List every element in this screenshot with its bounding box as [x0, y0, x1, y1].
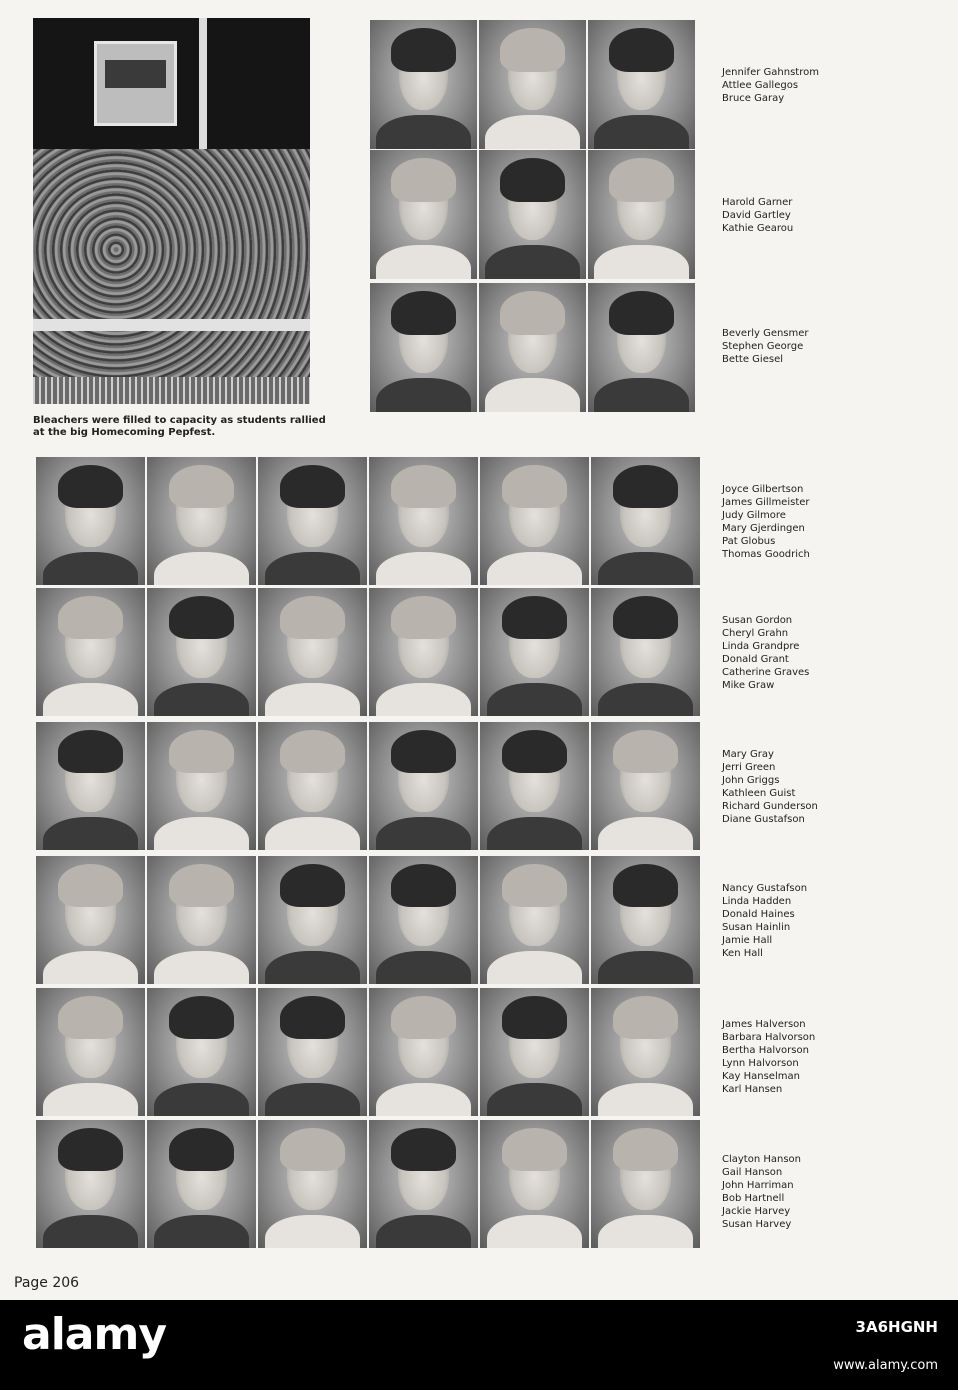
portrait-hair — [58, 1128, 123, 1172]
portrait-shoulders — [154, 683, 250, 716]
student-portrait — [480, 457, 589, 585]
student-portrait — [36, 856, 145, 984]
press-box-window — [105, 60, 167, 88]
student-portrait — [258, 588, 367, 716]
portrait-shoulders — [154, 951, 250, 984]
light-pole — [199, 18, 207, 149]
portrait-shoulders — [154, 1215, 250, 1248]
portrait-hair — [502, 730, 567, 774]
student-name: Kathleen Guist — [722, 788, 796, 799]
portrait-hair — [391, 1128, 456, 1172]
student-portrait — [147, 722, 256, 850]
student-name: Bob Hartnell — [722, 1193, 785, 1204]
student-portrait — [369, 457, 478, 585]
student-name: Stephen George — [722, 341, 804, 352]
portrait-hair — [502, 996, 567, 1040]
portrait-hair — [391, 596, 456, 640]
student-name: Karl Hansen — [722, 1084, 783, 1095]
portrait-hair — [58, 864, 123, 908]
homecoming-crowd-photo — [33, 18, 310, 404]
student-name: Nancy Gustafson — [722, 883, 808, 894]
name-list — [722, 66, 872, 105]
portrait-hair — [58, 730, 123, 774]
student-portrait — [258, 1120, 367, 1248]
student-portrait — [36, 1120, 145, 1248]
portrait-hair — [169, 465, 234, 509]
portrait-shoulders — [376, 245, 470, 279]
student-portrait — [479, 150, 586, 279]
portrait-shoulders — [594, 378, 688, 412]
student-portrait — [480, 588, 589, 716]
student-portrait — [479, 283, 586, 412]
student-name: Judy Gilmore — [722, 510, 786, 521]
portrait-hair — [169, 1128, 234, 1172]
caption-line-2: at the big Homecoming Pepfest. — [33, 427, 216, 438]
student-name: Barbara Halvorson — [722, 1032, 816, 1043]
portrait-shoulders — [376, 683, 472, 716]
portrait-shoulders — [43, 683, 139, 716]
image-id: 3A6HGNH — [855, 1318, 938, 1336]
portrait-shoulders — [43, 552, 139, 585]
student-portrait — [36, 457, 145, 585]
student-name: Bruce Garay — [722, 93, 785, 104]
portrait-shoulders — [376, 115, 470, 149]
portrait-shoulders — [154, 552, 250, 585]
student-name: Thomas Goodrich — [722, 549, 810, 560]
student-name: Donald Haines — [722, 909, 795, 920]
portrait-hair — [169, 996, 234, 1040]
student-portrait — [147, 856, 256, 984]
student-portrait — [591, 722, 700, 850]
student-name: John Harriman — [722, 1180, 794, 1191]
name-list — [722, 882, 872, 960]
portrait-hair — [500, 291, 564, 335]
student-name: Cheryl Grahn — [722, 628, 789, 639]
portrait-shoulders — [43, 1215, 139, 1248]
student-name: Gail Hanson — [722, 1167, 783, 1178]
portrait-hair — [502, 465, 567, 509]
portrait-hair — [502, 864, 567, 908]
student-portrait — [147, 588, 256, 716]
student-name: Jennifer Gahnstrom — [722, 67, 819, 78]
portrait-hair — [613, 864, 678, 908]
portrait-hair — [280, 730, 345, 774]
student-portrait — [147, 1120, 256, 1248]
student-portrait — [591, 457, 700, 585]
student-name: David Gartley — [722, 210, 791, 221]
portrait-hair — [502, 1128, 567, 1172]
student-name: John Griggs — [722, 775, 780, 786]
portrait-hair — [500, 28, 564, 72]
portrait-hair — [613, 996, 678, 1040]
student-name: Linda Grandpre — [722, 641, 800, 652]
student-portrait — [369, 988, 478, 1116]
portrait-shoulders — [376, 552, 472, 585]
portrait-hair — [58, 996, 123, 1040]
portrait-hair — [169, 864, 234, 908]
student-portrait — [591, 588, 700, 716]
portrait-hair — [391, 996, 456, 1040]
watermark-url: www.alamy.com — [833, 1358, 938, 1373]
student-name: Bette Giesel — [722, 354, 784, 365]
portrait-shoulders — [487, 1083, 583, 1116]
portrait-shoulders — [598, 683, 694, 716]
student-name: Mike Graw — [722, 680, 775, 691]
portrait-shoulders — [43, 1083, 139, 1116]
student-portrait — [258, 722, 367, 850]
student-portrait — [369, 856, 478, 984]
portrait-shoulders — [376, 817, 472, 850]
student-portrait — [369, 722, 478, 850]
student-portrait — [147, 457, 256, 585]
student-name: Mary Gjerdingen — [722, 523, 805, 534]
portrait-shoulders — [487, 683, 583, 716]
name-list — [722, 1018, 872, 1096]
portrait-hair — [58, 596, 123, 640]
student-name: Pat Globus — [722, 536, 776, 547]
student-portrait — [588, 20, 695, 149]
portrait-shoulders — [485, 378, 579, 412]
portrait-shoulders — [487, 951, 583, 984]
student-portrait — [36, 988, 145, 1116]
portrait-hair — [58, 465, 123, 509]
name-list — [722, 483, 872, 561]
student-portrait — [370, 150, 477, 279]
portrait-shoulders — [487, 552, 583, 585]
portrait-shoulders — [265, 1083, 361, 1116]
student-name: Clayton Hanson — [722, 1154, 802, 1165]
student-portrait — [258, 988, 367, 1116]
portrait-shoulders — [598, 1083, 694, 1116]
portrait-hair — [609, 291, 673, 335]
portrait-shoulders — [265, 1215, 361, 1248]
portrait-hair — [391, 291, 455, 335]
student-name: Susan Harvey — [722, 1219, 792, 1230]
portrait-shoulders — [598, 552, 694, 585]
student-name: James Halverson — [722, 1019, 806, 1030]
student-portrait — [479, 20, 586, 149]
portrait-shoulders — [265, 817, 361, 850]
student-portrait — [480, 1120, 589, 1248]
student-name: Kay Hanselman — [722, 1071, 800, 1082]
portrait-shoulders — [376, 951, 472, 984]
student-portrait — [591, 1120, 700, 1248]
student-portrait — [588, 150, 695, 279]
student-portrait — [370, 20, 477, 149]
portrait-shoulders — [598, 817, 694, 850]
portrait-hair — [169, 596, 234, 640]
portrait-shoulders — [598, 951, 694, 984]
press-box — [94, 41, 177, 126]
student-name: Ken Hall — [722, 948, 763, 959]
portrait-shoulders — [376, 378, 470, 412]
portrait-hair — [391, 158, 455, 202]
student-name: Mary Gray — [722, 749, 774, 760]
portrait-hair — [613, 465, 678, 509]
caption-line-1: Bleachers were filled to capacity as students rallied — [33, 415, 326, 426]
name-list — [722, 327, 872, 366]
student-name: Attlee Gallegos — [722, 80, 799, 91]
portrait-hair — [280, 864, 345, 908]
portrait-hair — [613, 596, 678, 640]
portrait-hair — [391, 864, 456, 908]
student-portrait — [591, 856, 700, 984]
portrait-shoulders — [265, 683, 361, 716]
portrait-shoulders — [376, 1215, 472, 1248]
portrait-hair — [280, 996, 345, 1040]
portrait-shoulders — [485, 115, 579, 149]
portrait-hair — [280, 596, 345, 640]
portrait-hair — [280, 465, 345, 509]
student-name: Jerri Green — [722, 762, 776, 773]
name-list — [722, 196, 872, 235]
portrait-hair — [502, 596, 567, 640]
student-portrait — [588, 283, 695, 412]
portrait-hair — [391, 730, 456, 774]
portrait-shoulders — [487, 1215, 583, 1248]
name-list — [722, 614, 872, 692]
student-portrait — [370, 283, 477, 412]
student-name: Jackie Harvey — [722, 1206, 791, 1217]
portrait-shoulders — [594, 245, 688, 279]
portrait-shoulders — [598, 1215, 694, 1248]
name-list — [722, 1153, 872, 1231]
student-name: Lynn Halvorson — [722, 1058, 799, 1069]
student-portrait — [258, 457, 367, 585]
student-portrait — [369, 1120, 478, 1248]
portrait-shoulders — [594, 115, 688, 149]
portrait-shoulders — [265, 552, 361, 585]
student-name: Susan Gordon — [722, 615, 793, 626]
student-portrait — [147, 988, 256, 1116]
portrait-shoulders — [43, 951, 139, 984]
portrait-shoulders — [154, 817, 250, 850]
portrait-shoulders — [43, 817, 139, 850]
student-name: Bertha Halvorson — [722, 1045, 809, 1056]
student-portrait — [480, 856, 589, 984]
portrait-hair — [169, 730, 234, 774]
portrait-hair — [391, 28, 455, 72]
portrait-shoulders — [376, 1083, 472, 1116]
student-name: Beverly Gensmer — [722, 328, 809, 339]
page-number: Page 206 — [14, 1275, 80, 1291]
portrait-shoulders — [485, 245, 579, 279]
portrait-hair — [613, 730, 678, 774]
portrait-hair — [391, 465, 456, 509]
bleacher-rail — [33, 319, 310, 331]
student-name: Donald Grant — [722, 654, 789, 665]
fence — [33, 377, 310, 404]
student-name: Richard Gunderson — [722, 801, 818, 812]
student-name: Susan Hainlin — [722, 922, 791, 933]
portrait-hair — [280, 1128, 345, 1172]
student-name: Linda Hadden — [722, 896, 792, 907]
photo-caption — [33, 415, 326, 439]
student-name: Catherine Graves — [722, 667, 810, 678]
student-portrait — [36, 722, 145, 850]
student-portrait — [258, 856, 367, 984]
student-name: Diane Gustafson — [722, 814, 805, 825]
student-name: Kathie Gearou — [722, 223, 794, 234]
student-name: James Gillmeister — [722, 497, 810, 508]
portrait-shoulders — [265, 951, 361, 984]
student-portrait — [480, 988, 589, 1116]
portrait-shoulders — [154, 1083, 250, 1116]
student-portrait — [591, 988, 700, 1116]
portrait-hair — [609, 158, 673, 202]
portrait-hair — [609, 28, 673, 72]
portrait-hair — [500, 158, 564, 202]
student-name: Harold Garner — [722, 197, 793, 208]
portrait-shoulders — [487, 817, 583, 850]
portrait-hair — [613, 1128, 678, 1172]
student-portrait — [36, 588, 145, 716]
alamy-logo: alamy — [22, 1309, 166, 1360]
name-list — [722, 748, 872, 826]
student-name: Jamie Hall — [722, 935, 773, 946]
student-portrait — [480, 722, 589, 850]
student-name: Joyce Gilbertson — [722, 484, 804, 495]
student-portrait — [369, 588, 478, 716]
